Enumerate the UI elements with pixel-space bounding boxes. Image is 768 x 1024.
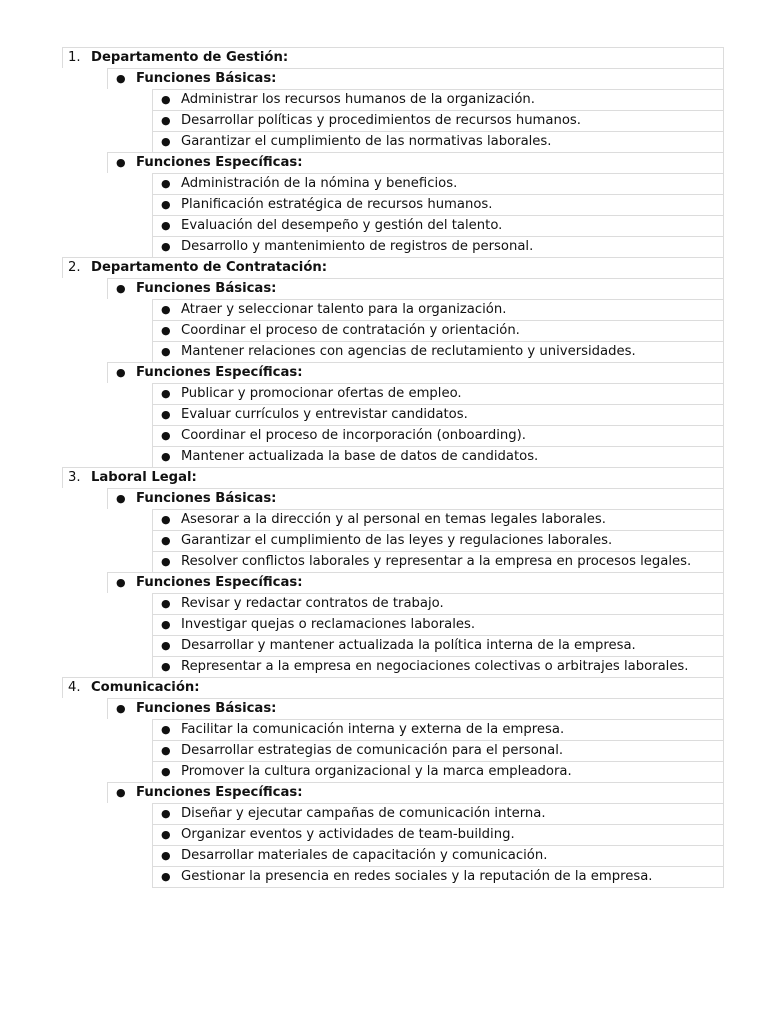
list-item	[152, 341, 724, 362]
list-item	[152, 614, 724, 635]
bullet-icon: ●	[161, 219, 171, 232]
list-item	[152, 383, 724, 404]
list-item	[152, 110, 724, 131]
list-item	[152, 89, 724, 110]
list-item-text: Publicar y promocionar ofertas de empleo.	[181, 386, 462, 401]
list-item	[152, 446, 724, 467]
bullet-icon: ●	[161, 870, 171, 883]
bullet-icon: ●	[161, 555, 171, 568]
list-item	[152, 215, 724, 236]
section-heading	[107, 152, 724, 173]
section-title: Funciones Específicas:	[136, 785, 303, 800]
department-heading	[62, 47, 724, 68]
list-item-text: Promover la cultura organizacional y la marca empleadora.	[181, 764, 572, 779]
department-title: Departamento de Gestión:	[91, 50, 289, 65]
section-title: Funciones Específicas:	[136, 365, 303, 380]
bullet-icon: ●	[161, 450, 171, 463]
section-heading	[107, 278, 724, 299]
list-item	[152, 551, 724, 572]
bullet-icon: ●	[116, 72, 126, 85]
department-title: Comunicación:	[91, 680, 200, 695]
department-number: 1.	[68, 50, 81, 65]
list-item-text: Facilitar la comunicación interna y externa de la empresa.	[181, 722, 565, 737]
list-item-text: Evaluar currículos y entrevistar candidatos.	[181, 407, 468, 422]
department-number: 3.	[68, 470, 81, 485]
list-item	[152, 509, 724, 530]
section-heading	[107, 782, 724, 803]
list-item-text: Evaluación del desempeño y gestión del talento.	[181, 218, 503, 233]
list-item	[152, 194, 724, 215]
section-heading	[107, 572, 724, 593]
bullet-icon: ●	[116, 702, 126, 715]
bullet-icon: ●	[161, 408, 171, 421]
department-title: Laboral Legal:	[91, 470, 197, 485]
list-item-text: Mantener relaciones con agencias de reclutamiento y universidades.	[181, 344, 636, 359]
bullet-icon: ●	[161, 639, 171, 652]
section-heading	[107, 488, 724, 509]
bullet-icon: ●	[116, 282, 126, 295]
list-item-text: Resolver conflictos laborales y representar a la empresa en procesos legales.	[181, 554, 692, 569]
bullet-icon: ●	[161, 177, 171, 190]
section-title: Funciones Específicas:	[136, 155, 303, 170]
list-item-text: Diseñar y ejecutar campañas de comunicación interna.	[181, 806, 546, 821]
bullet-icon: ●	[161, 135, 171, 148]
bullet-icon: ●	[161, 345, 171, 358]
bullet-icon: ●	[116, 576, 126, 589]
list-item-text: Administrar los recursos humanos de la organización.	[181, 92, 535, 107]
list-item	[152, 635, 724, 656]
list-item	[152, 530, 724, 551]
bullet-icon: ●	[161, 765, 171, 778]
section-heading	[107, 68, 724, 89]
list-item-text: Coordinar el proceso de incorporación (onboarding).	[181, 428, 526, 443]
list-item	[152, 299, 724, 320]
section-title: Funciones Básicas:	[136, 71, 277, 86]
list-item	[152, 593, 724, 614]
section-title: Funciones Básicas:	[136, 281, 277, 296]
list-item	[152, 761, 724, 782]
section-title: Funciones Básicas:	[136, 701, 277, 716]
bullet-icon: ●	[161, 198, 171, 211]
bullet-icon: ●	[161, 240, 171, 253]
bullet-icon: ●	[161, 807, 171, 820]
bullet-icon: ●	[161, 513, 171, 526]
list-item	[152, 320, 724, 341]
list-item	[152, 845, 724, 866]
bullet-icon: ●	[161, 618, 171, 631]
bullet-icon: ●	[116, 366, 126, 379]
list-item	[152, 425, 724, 446]
list-item-text: Garantizar el cumplimiento de las leyes y regulaciones laborales.	[181, 533, 613, 548]
list-item-text: Desarrollar materiales de capacitación y comunicación.	[181, 848, 548, 863]
list-item-text: Asesorar a la dirección y al personal en temas legales laborales.	[181, 512, 606, 527]
list-item-text: Planificación estratégica de recursos humanos.	[181, 197, 493, 212]
section-heading	[107, 698, 724, 719]
bullet-icon: ●	[116, 492, 126, 505]
bullet-icon: ●	[161, 93, 171, 106]
list-item	[152, 131, 724, 152]
department-title: Departamento de Contratación:	[91, 260, 328, 275]
list-item	[152, 656, 724, 677]
bullet-icon: ●	[161, 324, 171, 337]
bullet-icon: ●	[161, 660, 171, 673]
bullet-icon: ●	[161, 597, 171, 610]
department-heading	[62, 467, 724, 488]
bullet-icon: ●	[116, 156, 126, 169]
department-heading	[62, 257, 724, 278]
list-item-text: Revisar y redactar contratos de trabajo.	[181, 596, 444, 611]
bullet-icon: ●	[161, 534, 171, 547]
list-item-text: Atraer y seleccionar talento para la organización.	[181, 302, 507, 317]
list-item-text: Desarrollo y mantenimiento de registros de personal.	[181, 239, 534, 254]
list-item-text: Investigar quejas o reclamaciones laborales.	[181, 617, 476, 632]
list-item-text: Mantener actualizada la base de datos de candidatos.	[181, 449, 539, 464]
list-item-text: Desarrollar políticas y procedimientos de recursos humanos.	[181, 113, 581, 128]
department-heading	[62, 677, 724, 698]
list-item-text: Administración de la nómina y beneficios.	[181, 176, 458, 191]
bullet-icon: ●	[161, 429, 171, 442]
list-item	[152, 866, 724, 888]
bullet-icon: ●	[161, 114, 171, 127]
section-heading	[107, 362, 724, 383]
list-item-text: Desarrollar estrategias de comunicación para el personal.	[181, 743, 564, 758]
bullet-icon: ●	[161, 849, 171, 862]
document-outline	[62, 47, 724, 888]
list-item	[152, 173, 724, 194]
list-item	[152, 740, 724, 761]
list-item-text: Garantizar el cumplimiento de las normativas laborales.	[181, 134, 552, 149]
list-item	[152, 719, 724, 740]
bullet-icon: ●	[161, 723, 171, 736]
section-title: Funciones Específicas:	[136, 575, 303, 590]
list-item	[152, 824, 724, 845]
bullet-icon: ●	[161, 303, 171, 316]
list-item	[152, 803, 724, 824]
bullet-icon: ●	[116, 786, 126, 799]
list-item	[152, 404, 724, 425]
list-item-text: Representar a la empresa en negociaciones colectivas o arbitrajes laborales.	[181, 659, 689, 674]
bullet-icon: ●	[161, 387, 171, 400]
list-item-text: Organizar eventos y actividades de team-building.	[181, 827, 515, 842]
list-item-text: Desarrollar y mantener actualizada la política interna de la empresa.	[181, 638, 636, 653]
list-item-text: Gestionar la presencia en redes sociales y la reputación de la empresa.	[181, 869, 653, 884]
department-number: 4.	[68, 680, 81, 695]
list-item	[152, 236, 724, 257]
list-item-text: Coordinar el proceso de contratación y orientación.	[181, 323, 520, 338]
bullet-icon: ●	[161, 744, 171, 757]
department-number: 2.	[68, 260, 81, 275]
bullet-icon: ●	[161, 828, 171, 841]
section-title: Funciones Básicas:	[136, 491, 277, 506]
